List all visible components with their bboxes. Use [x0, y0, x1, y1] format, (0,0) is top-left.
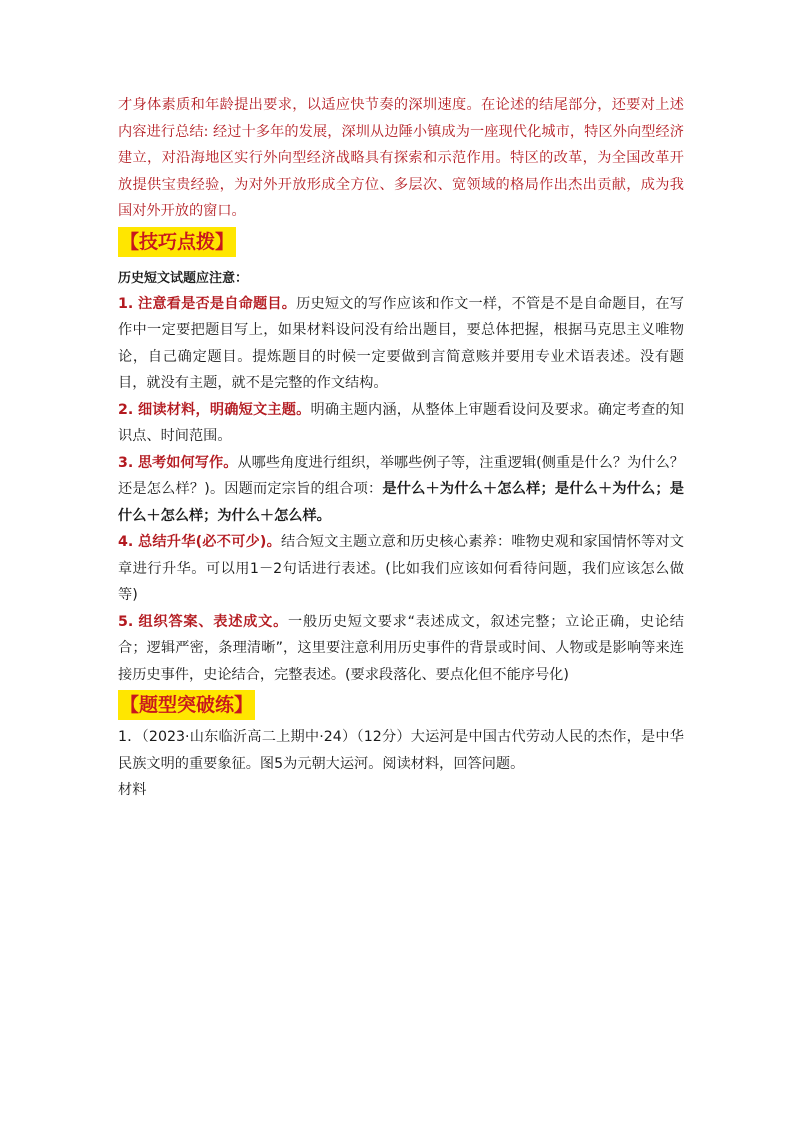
tip-4-heading: 总结升华(必不可少)。 — [138, 534, 281, 550]
intro-red-text-2: 在论述的结尾部分，还要对上述内容进行总结: 经过十多年的发展，深圳从边陲小镇成为一座现代化城市，特区外向型经济建立，对沿海地区实行外向型经济战略具有探索和示范作用。特区的改革，为全国改革开放提供宝贵经验，为对外开放形成全方位、多层次、宽领域的格局作出杰出贡献，成为我国对外开放的窗口。 — [118, 97, 684, 219]
practice-banner: 【题型突破练】 — [118, 690, 255, 720]
tip-2-heading: 细读材料，明确短文主题。 — [137, 401, 311, 418]
tip-3-bold-tail: 是什么＋为什么＋怎么样；是什么＋为什么；是什么＋怎么样；为什么＋怎么样。 — [118, 481, 684, 524]
intro-red-text: 才身体素质和年龄提出要求，以适应快节奏的深圳速度。 — [118, 97, 482, 113]
tip-2-number: 2. — [118, 401, 134, 418]
tip-4-number: 4. — [118, 534, 134, 550]
tip-item-4 — [118, 529, 684, 609]
tips-banner: 【技巧点拨】 — [118, 227, 236, 257]
intro-paragraph — [118, 92, 684, 225]
tip-5-body: 一般历史短文要求“表述成文，叙述完整；立论正确，史论结合；逻辑严密，条理清晰”，这里要注意利用历史事件的背景或时间、人物或是影响等来连接历史事件，史论结合，完整表述。(要求段落化、要点化但不能序号化) — [118, 613, 684, 683]
tip-1-heading: 注意看是否是自命题目。 — [137, 295, 297, 312]
tip-item-5 — [118, 609, 684, 689]
tip-1-body: 历史短文的写作应该和作文一样，不管是不是自命题目，在写作中一定要把题目写上，如果材料设问没有给出题目，要总体把握，根据马克思主义唯物论，自己确定题目。提炼题目的时候一定要做到言简意赅并要用专业术语表述。没有题目，就没有主题，就不是完整的作文结构。 — [118, 295, 684, 391]
tip-3-heading: 思考如何写作。 — [137, 454, 238, 471]
tips-subtitle: 历史短文试题应注意： — [118, 270, 249, 286]
tip-item-1 — [118, 291, 684, 397]
tip-item-2 — [118, 397, 684, 450]
tip-4-body: 结合短文主题立意和历史核心素养：唯物史观和家国情怀等对文章进行升华。可以用1－2句话进行表述。(比如我们应该如何看待问题，我们应该怎么做等) — [118, 534, 684, 603]
tip-item-3 — [118, 450, 684, 530]
tip-1-number: 1. — [118, 295, 134, 312]
tip-2-body: 明确主题内涵，从整体上审题看设问及要求。确定考查的知识点、时间范围。 — [118, 401, 684, 444]
tip-3-number: 3. — [118, 454, 134, 471]
material-label: 材料 — [118, 782, 147, 798]
tip-3-body: 从哪些角度进行组织，举哪些例子等，注重逻辑(侧重是什么？为什么？还是怎么样？)。因题而定宗旨的组合项： — [118, 454, 684, 497]
tip-5-heading: 组织答案、表述成文。 — [138, 613, 289, 630]
document-page — [118, 92, 684, 804]
question-1-text: 1．（2023·山东临沂高二上期中·24）（12分）大运河是中国古代劳动人民的杰作，是中华民族文明的重要象征。图5为元朝大运河。阅读材料，回答问题。 — [118, 729, 684, 772]
tip-5-number: 5. — [118, 613, 134, 630]
